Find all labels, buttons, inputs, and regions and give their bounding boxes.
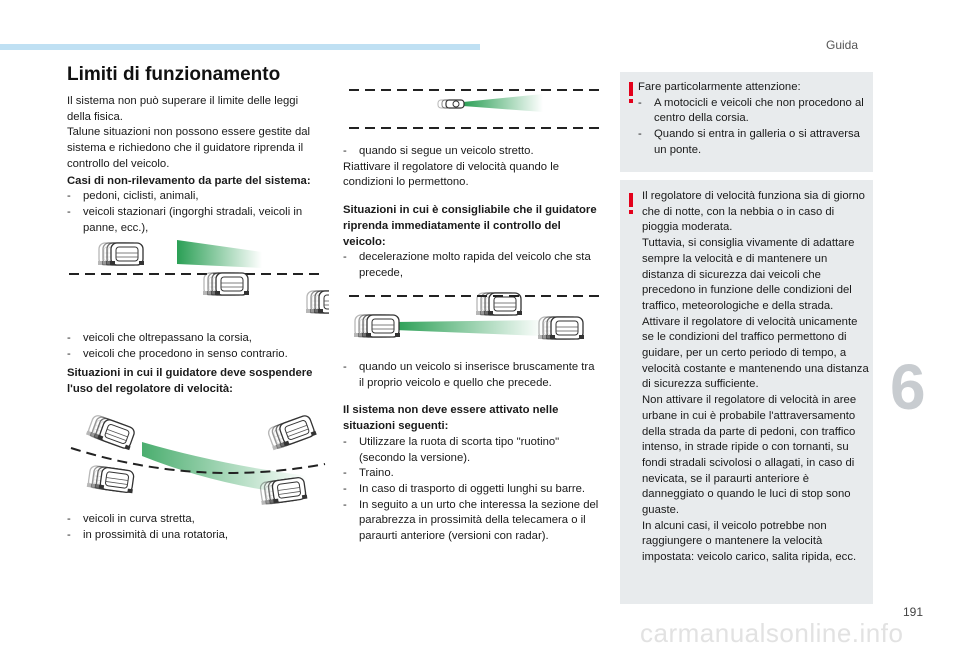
car-icon <box>86 414 137 450</box>
car-icon <box>538 317 584 339</box>
note-intro: Fare particolarmente attenzione: <box>638 81 801 93</box>
header-accent-bar <box>0 44 480 50</box>
motorcycle-icon <box>438 100 464 108</box>
car-icon <box>354 315 400 337</box>
note-paragraph: In alcuni casi, il veicolo potrebbe non raggiungere o mantenere la velocità impostata: veicolo carico, salita ripida, ecc. <box>642 519 857 564</box>
car-icon <box>203 273 249 295</box>
intro-paragraph: Il sistema non può superare il limite delle leggi della fisica. <box>67 95 299 123</box>
warning-note <box>620 180 873 604</box>
list-item: - A motocicli e veicoli che non procedono al centro della corsia. <box>638 96 864 125</box>
warning-icon <box>627 193 635 215</box>
radar-beam <box>395 320 543 336</box>
car-icon <box>306 291 329 313</box>
riattivare-paragraph: Riattivare il regolatore di velocità quando le condizioni lo permettono. <box>343 160 560 189</box>
illustration-tight-curve <box>67 406 329 506</box>
list-item: - veicoli stazionari (ingorghi stradali, veicoli in panne, ecc.), <box>67 205 303 234</box>
intro-paragraph: Talune situazioni non possono essere gestite dal sistema e richiedono che il guidatore riprenda il controllo del veicolo. <box>67 126 311 170</box>
list-item: - pedoni, ciclisti, animali, <box>67 190 199 203</box>
list-item: - veicoli che oltrepassano la corsia, <box>67 332 252 344</box>
note-paragraph: Il regolatore di velocità funziona sia di giorno che di notte, con la nebbia o in caso di pioggia moderata. <box>642 190 865 234</box>
list-item: - Traino. <box>343 467 394 480</box>
text-block <box>67 331 325 398</box>
note-paragraph: Non attivare il regolatore di velocità in aree urbane in cui è probabile l'attraversamento della strada da parte di pedoni, con traffico intenso, in strade ripide o con tornanti, su fondi stradali scivolosi o allagati, in caso di nevicata, se il paraurti anteriore è danneggiato o quando le luci di stop sono guaste. <box>642 394 857 517</box>
radar-beam <box>177 240 262 268</box>
note-text <box>638 80 870 159</box>
illustration-cut-in <box>343 284 601 350</box>
list-item: - quando un veicolo si inserisce bruscamente tra il proprio veicolo e quello che precede. <box>343 361 595 389</box>
chapter-number: 6 <box>890 351 926 423</box>
page-number: 191 <box>903 605 924 619</box>
list-item: - quando si segue un veicolo stretto. <box>343 145 534 157</box>
nonrilevamento-heading: Casi di non-rilevamento da parte del sistema: <box>67 174 311 187</box>
note-paragraph: Tuttavia, si consiglia vivamente di adattare sempre la velocità e di mantenere un distanza di sicurezza dai veicoli che precedono in funzione delle condizioni del traffico, meteorologiche e della strada. <box>642 237 855 312</box>
list-item: - in prossimità di una rotatoria, <box>67 528 229 541</box>
car-icon <box>98 243 144 265</box>
list-item: - Utilizzare la ruota di scorta tipo "ruotino" (secondo la versione). <box>343 435 560 464</box>
illustration-stationary-vehicles <box>67 236 329 320</box>
text-block <box>67 512 325 543</box>
watermark: carmanualsonline.info <box>640 618 904 648</box>
note-paragraph: Attivare il regolatore di velocità unicamente se le condizioni del traffico permettono di guidare, per un certo periodo di tempo, a velocità costante e mantenendo una distanza di sicurezza sufficiente. <box>642 315 869 391</box>
list-item: - Quando si entra in galleria o si attraversa un ponte. <box>638 128 860 156</box>
warning-note <box>620 72 873 172</box>
list-item: - In seguito a un urto che interessa la sezione del parabrezza in prossimità della telecamera o il paraurti anteriore (versioni con radar). <box>343 498 599 543</box>
list-item: - veicoli che procedono in senso contrario. <box>67 347 288 360</box>
note-text <box>642 189 872 566</box>
radar-beam <box>463 94 543 112</box>
car-icon <box>87 465 136 493</box>
sospendere-heading: Situazioni in cui il guidatore deve sospendere l'uso del regolatore di velocità: <box>67 367 313 396</box>
intro-block <box>67 94 325 236</box>
list-item: - veicoli in curva stretta, <box>67 513 195 525</box>
illustration-narrow-vehicle <box>343 82 601 140</box>
text-block <box>343 360 601 545</box>
header-guide-label: Guida <box>826 38 859 52</box>
car-icon <box>266 414 317 450</box>
text-block <box>343 144 601 282</box>
list-item: - decelerazione molto rapida del veicolo che sta precede, <box>343 251 591 279</box>
non-attivato-heading: Il sistema non deve essere attivato nelle situazioni seguenti: <box>343 404 559 433</box>
list-item: - In caso di trasporto di oggetti lunghi su barre. <box>343 482 586 495</box>
consigliabile-heading: Situazioni in cui è consigliabile che il guidatore riprenda immediatamente il controllo del veicolo: <box>343 204 597 248</box>
section-title: Limiti di funzionamento <box>67 64 281 85</box>
warning-icon <box>627 82 635 104</box>
